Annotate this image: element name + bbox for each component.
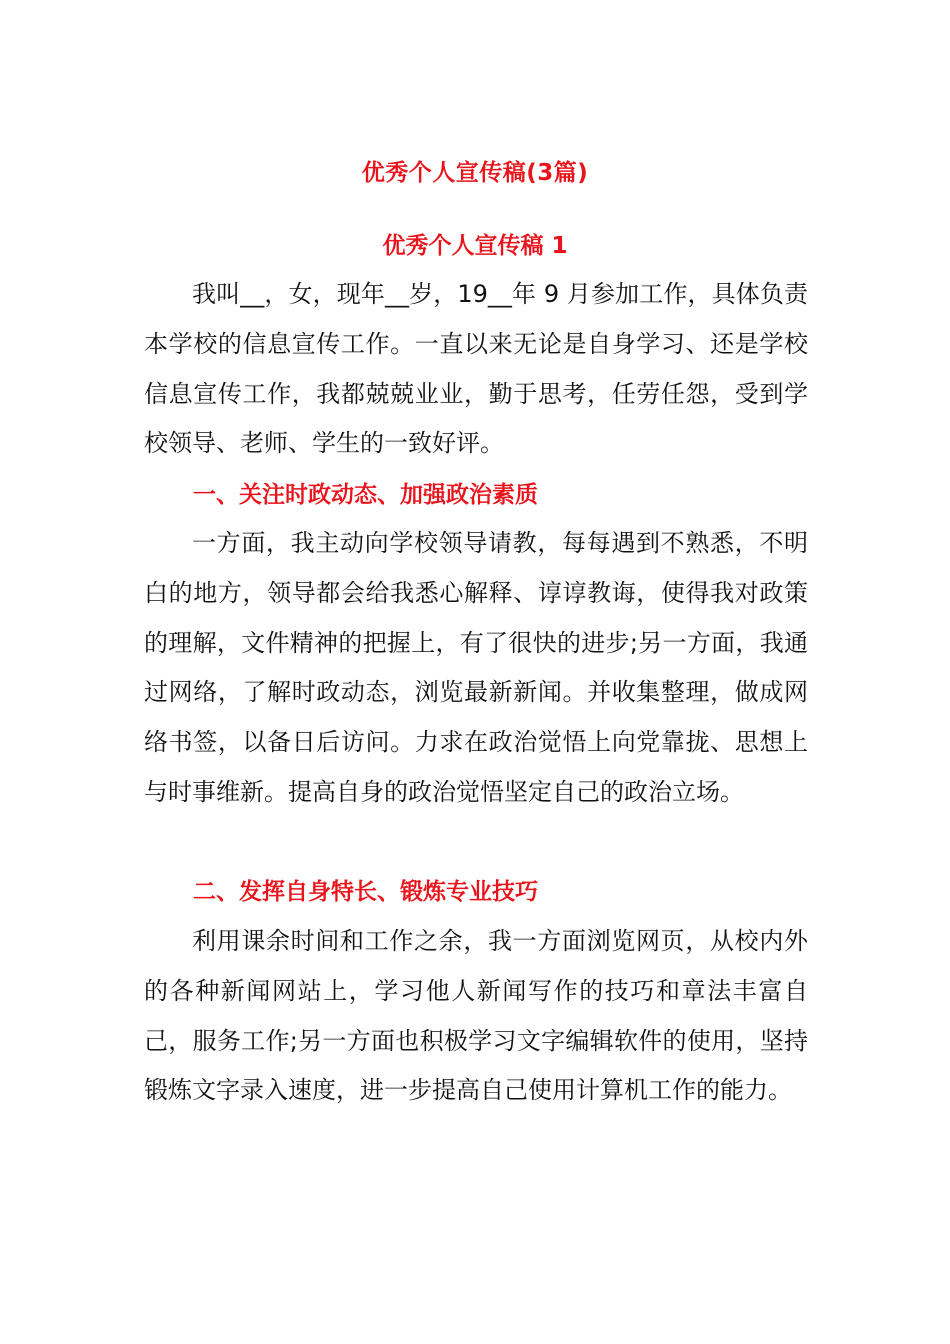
section-heading-2: 二、发挥自身特长、锻炼专业技巧 bbox=[193, 879, 538, 905]
article-subtitle: 优秀个人宣传稿 1 bbox=[382, 233, 568, 259]
intro-paragraph: 我叫__，女，现年__岁，19__年 9 月参加工作，具体负责本学校的信息宣传工作。一直以来无论是自身学习、还是学校信息宣传工作，我都兢兢业业，勤于思考，任劳任怨，受到学校领导、老师、学生的一致好评。 bbox=[144, 280, 808, 458]
section-1-paragraph: 一方面，我主动向学校领导请教，每每遇到不熟悉，不明白的地方，领导都会给我悉心解释、谆谆教诲，使得我对政策的理解，文件精神的把握上，有了很快的进步;另一方面，我通过网络，了解时政动态，浏览最新新闻。并收集整理，做成网络书签，以备日后访问。力求在政治觉悟上向党靠拢、思想上与时事维新。提高自身的政治觉悟坚定自己的政治立场。 bbox=[144, 529, 808, 806]
document-title: 优秀个人宣传稿(3篇) bbox=[361, 160, 589, 186]
section-heading-1: 一、关注时政动态、加强政治素质 bbox=[193, 482, 538, 508]
section-2-paragraph: 利用课余时间和工作之余，我一方面浏览网页，从校内外的各种新闻网站上，学习他人新闻写作的技巧和章法丰富自己，服务工作;另一方面也积极学习文字编辑软件的使用，坚持锻炼文字录入速度，进一步提高自己使用计算机工作的能力。 bbox=[144, 927, 808, 1105]
